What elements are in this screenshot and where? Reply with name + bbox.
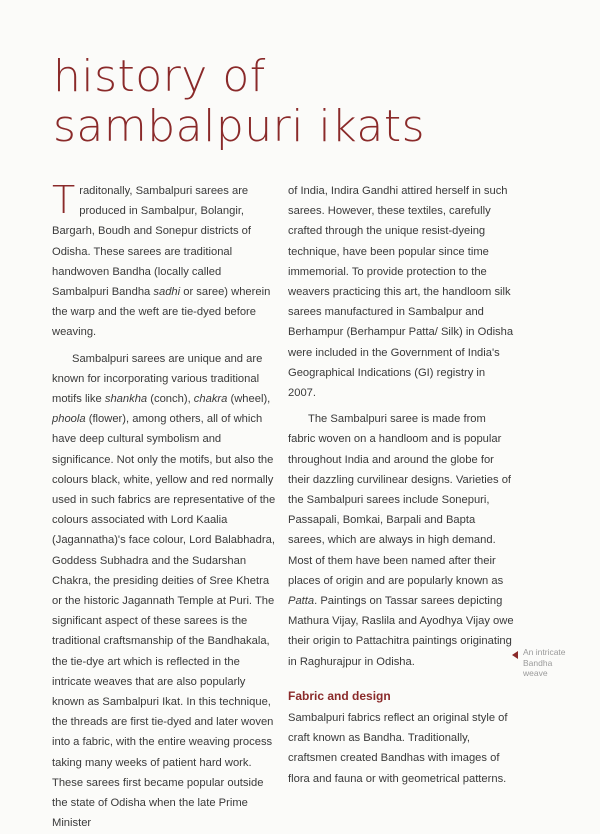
paragraph-4: The Sambalpuri saree is made from fabric woven on a handloom and is popular throughout India and around the globe for their dazzling curvilinear designs. Varieties of the Sambalpuri sarees include Sonepuri, Passapali, Bomkai, Barpali and Bapta sarees, which are always in high demand. Most of them have been named after their places of origin and are popularly known as Patta. Paintings on Tassar sarees depicting Mathura Vijay, Raslila and Ayodhya Vijay owe their origin to Pattachitra paintings originating in Raghurajpur in Odisha. [288,413,514,668]
right-column [288,181,514,789]
image-caption: An intricate Bandha weave [512,647,578,679]
page-title [53,52,425,152]
drop-cap: T [52,178,76,222]
paragraph-5: Sambalpuri fabrics reflect an original style of craft known as Bandha. Traditionally, craftsmen created Bandhas with images of flora and fauna or with geometrical patterns. [288,712,508,785]
paragraph-2: Sambalpuri sarees are unique and are known for incorporating various traditional motifs like shankha (conch), chakra (wheel), phoola (flower), among others, all of which have deep cultural symbolism and significance. Not only the motifs, but also the colours black, white, yellow and red normally used in such fabrics are representative of the colours associated with Lord Kaalia (Jagannatha)'s face colour, Lord Balabhadra, Goddess Subhadra and the Sudarshan Chakra, the presiding deities of Sree Khetra or the historic Jagannath Temple at Puri. The significant aspect of these sarees is the traditional craftsmanship of the Bandhakala, the tie-dye art which is reflected in the intricate weaves that are also popularly known as Sambalpuri Ikat. In this technique, the threads are first tie-dyed and later woven into a fabric, with the entire weaving process taking many weeks of patient hard work. These sarees first became popular outside the state of Odisha when the late Prime Minister [52,352,276,830]
section-heading: Fabric and design [288,688,391,703]
left-column [52,178,276,834]
caption-arrow-icon [512,651,518,659]
paragraph-1: Traditonally, Sambalpuri sarees are produced in Sambalpur, Bolangir, Bargarh, Boudh and Sonepur districts of Odisha. These sarees are traditional handwoven Bandha (locally called Sambalpuri Bandha sadhi or saree) wherein the warp and the weft are tie-dyed before weaving. [52,178,271,339]
paragraph-3: of India, Indira Gandhi attired herself in such sarees. However, these textiles, carefully crafted through the unique resist-dyeing technique, have been popular since time immemorial. To provide protection to the weavers practicing this art, the handloom silk sarees manufactured in Sambalpur and Berhampur (Berhampur Patta/ Silk) in Odisha were included in the Government of India's Geographical Indications (GI) registry in 2007. [288,185,514,400]
title-line-2: sambalpuri ikats [53,101,426,152]
title-line-1: history of [53,51,266,102]
